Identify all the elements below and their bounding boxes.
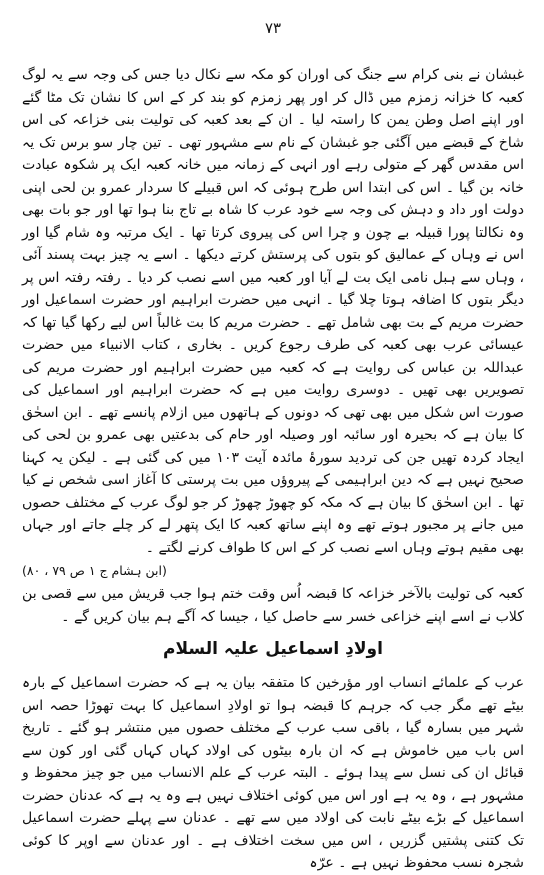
paragraph-2: کعبہ کی تولیت بالآخر خزاعہ کا قبضہ اُس وقت ختم ہوا جب قریش میں سے قصی بن کلاب نے اسے اپنے خزاعی خسر سے حاصل کیا ، جیسا کہ آگے ہم بیان کریں گے ۔ [22, 586, 524, 625]
paragraph-3: عرب کے علمائے انساب اور مؤرخین کا متفقہ بیان یہ ہے کہ حضرت اسماعیل کے بارہ بیٹے تھے مگر جب کہ جرہم کا قبضہ ہوا تو اولادِ اسماعیل کا بہت تھوڑا حصہ اس شہر میں بسارہ گیا ، باقی سب عرب کے مختلف حصوں میں منتشر ہو گئے ۔ تاریخ اس باب میں خاموش ہے کہ ان بارہ بیٹوں کی اولاد کہاں کہاں گئی اور کون سے قبائل ان کی نسل سے پیدا ہوئے ۔ البتہ عرب کے علم الانساب میں جو چیز محفوظ و مشہور ہے ، وہ یہ ہے اور اس میں کوئی اختلاف نہیں ہے وہ یہ ہے کہ عدنان حضرت اسماعیل کے بڑے بیٹے نابت کی اولاد میں سے تھے ۔ عدنان سے پہلے حضرت اسماعیل تک کتنی پشتیں گزریں ، اس میں سخت اختلاف ہے ۔ اور عدنان سے اوپر کا کوئی شجرہ نسب محفوظ نہیں ہے ۔ عرّہ [22, 675, 524, 871]
page-number: ۷۳ [264, 19, 282, 37]
section-heading: اولادِ اسماعیل علیہ السلام [163, 639, 383, 659]
citation-reference: (ابن ہشام ج ۱ ص ۷۹ ، ۸۰) [22, 563, 167, 578]
paragraph-1: غبشان نے بنی کرام سے جنگ کی اوران کو مکہ سے نکال دیا جس کی وجہ سے یہ لوگ کعبہ کا خزانہ زمزم میں ڈال کر اور پھر زمزم کو بند کر کے اس کا نشان تک مٹا گئے اور اپنے اصل وطن یمن کا راستہ لیا ۔ ان کے بعد کعبہ کی تولیت بنی خزاعہ کی اس شاخ کے قبضے میں آگئی جو غبشان کے نام سے مشہور تھی ۔ تین چار سو برس تک یہ اس مقدس گھر کے متولی رہے اور انہی کے زمانہ میں خانہ کعبہ ایک پر شکوہ عبادت خانہ بن گیا ۔ اس کی ابتدا اس طرح ہوئی کہ اس قبیلے کا سردار عمرو بن لحی اپنی دولت اور داد و دہش کی وجہ سے خود عرب کا شاہ بے تاج بنا ہوا تھا اور جو بات بھی وہ نکالتا پورا قبیلہ بے چون و چرا اس کی پیروی کرتا تھا ۔ ایک مرتبہ وہ شام گیا اور اس نے وہاں کے عمالیق کو بتوں کی پرستش کرتے دیکھا ۔ اسے یہ چیز بہت پسند آئی ، وہاں سے ہبل نامی ایک بت لے آیا اور کعبہ میں اسے نصب کر دیا ۔ رفتہ رفتہ اس پر دیگر بتوں کا اضافہ ہوتا چلا گیا ۔ انہی میں حضرت ابراہیم اور حضرت اسماعیل اور حضرت مریم کے بت بھی شامل تھے ۔ حضرت مریم کا بت غالباً اس لیے رکھا گیا تھا کہ عیسائی عرب بھی کعبہ کی طرف رجوع کریں ۔ بخاری ، کتاب الانبیاء میں حضرت عبداللہ بن عباس کی روایت ہے کہ کعبہ میں حضرت ابراہیم اور حضرت مریم کی تصویریں بھی تھیں ۔ دوسری روایت میں ہے کہ حضرت ابراہیم اور اسماعیل کی صورت اس شکل میں بھی تھی کہ دونوں کے ہاتھوں میں ازلام پانسے تھے ۔ ابن اسحٰق کا بیان ہے کہ بحیرہ اور سائبہ اور وصیلہ اور حام کی بدعتیں بھی عمرو بن لحی کی ایجاد کردہ تھیں جن کی تردید سورۂ مائدہ آیت ۱۰۳ میں کی گئی ہے ۔ لیکن یہ کہنا صحیح نہیں ہے کہ دین ابراہیمی کے پیروؤں میں بت پرستی کا آغاز اسی شخص نے کیا تھا ۔ ابن اسحٰق کا بیان ہے کہ مکہ کو چھوڑ چھوڑ کر جو لوگ عرب کے مختلف حصوں میں جانے پر مجبور ہوتے تھے وہ اپنے ساتھ کعبہ کا ایک پتھر لے کر چلے جاتے اور جہاں بھی مقیم ہوتے وہاں اسے نصب کر کے اس کا طواف کرنے لگتے ۔ [22, 67, 524, 556]
